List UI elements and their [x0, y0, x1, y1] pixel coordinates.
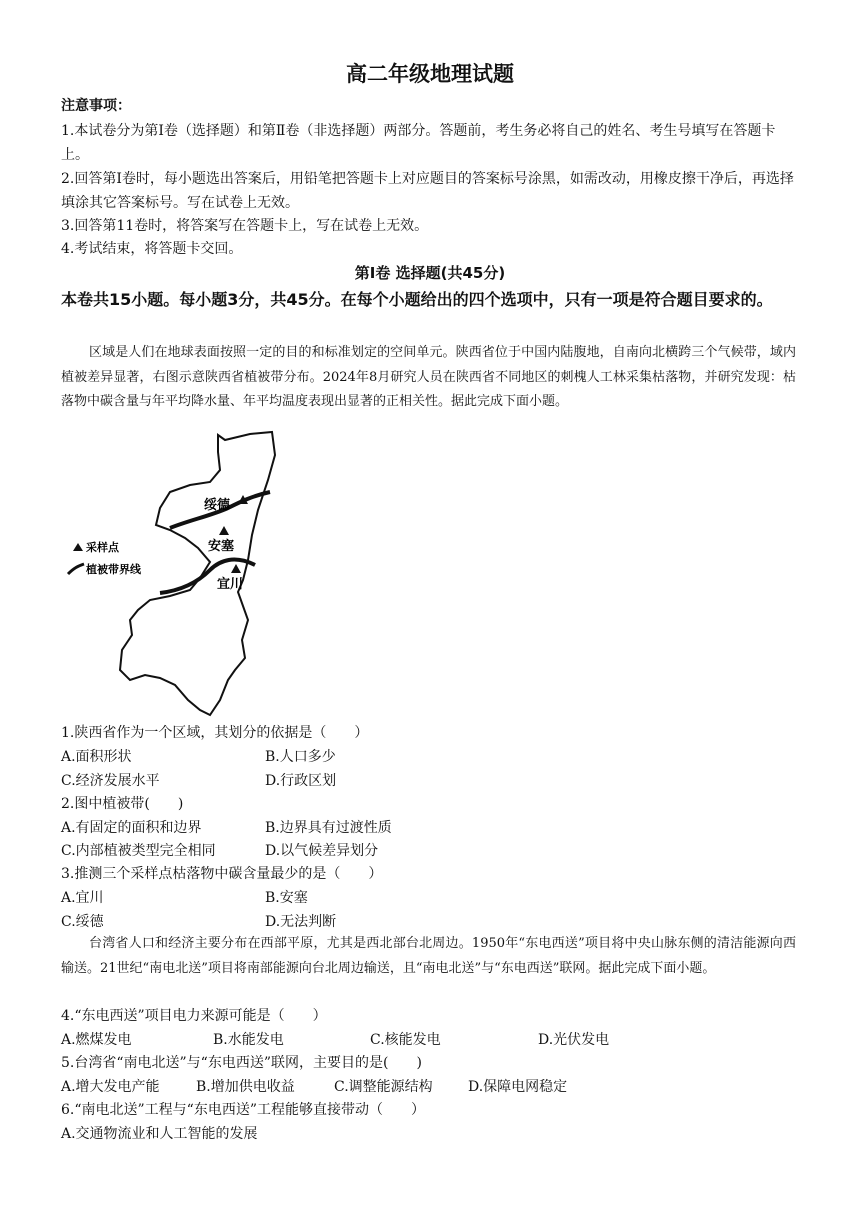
q5-option-a: A.增大发电产能 — [61, 1079, 160, 1095]
sample-point-yichuan — [231, 564, 241, 573]
q2-option-c: C.内部植被类型完全相同 — [61, 843, 216, 859]
q4-option-a: A.燃煤发电 — [61, 1032, 132, 1048]
q1-option-c: C.经济发展水平 — [61, 773, 160, 789]
q2-option-d: D.以气候差异划分 — [265, 843, 379, 859]
notice-item-1: 1.本试卷分为第Ⅰ卷（选择题）和第Ⅱ卷（非选择题）两部分。答题前，考生务必将自己的姓名、考生号填写在答题卡上。 — [61, 123, 776, 163]
notice-heading: 注意事项： — [61, 98, 131, 114]
q3-option-a: A.宜川 — [61, 890, 104, 906]
q6-stem: 6.“南电北送”工程与“东电西送”工程能够直接带动（ ） — [61, 1102, 425, 1118]
q4-option-c: C.核能发电 — [370, 1032, 441, 1048]
q2-option-a: A.有固定的面积和边界 — [61, 820, 202, 836]
q1-option-b: B.人口多少 — [265, 749, 336, 765]
q3-option-d: D.无法判断 — [265, 914, 337, 930]
q3-option-b: B.安塞 — [265, 890, 308, 906]
section-intro: 本卷共15小题。每小题3分，共45分。在每个小题给出的四个选项中，只有一项是符合题目要求的。 — [61, 290, 773, 309]
q5-stem: 5.台湾省“南电北送”与“东电西送”联网，主要目的是( ) — [61, 1055, 422, 1071]
map-svg — [60, 430, 300, 720]
q4-option-b: B.水能发电 — [213, 1032, 284, 1048]
q3-stem: 3.推测三个采样点枯落物中碳含量最少的是（ ） — [61, 866, 383, 882]
sample-point-ansai — [219, 526, 229, 535]
legend-triangle-icon — [73, 543, 83, 551]
notice-item-4: 4.考试结束，将答题卡交回。 — [61, 241, 243, 257]
label-yichuan: 宜川 — [217, 577, 244, 592]
notice-item-2: 2.回答第Ⅰ卷时，每小题选出答案后，用铅笔把答题卡上对应题目的答案标号涂黑，如需改动，用橡皮擦干净后，再选择填涂其它答案标号。写在试卷上无效。 — [61, 171, 794, 211]
shaanxi-vegetation-map — [60, 430, 300, 720]
legend-sample-label: 采样点 — [86, 541, 119, 554]
q2-stem: 2.图中植被带( ) — [61, 796, 184, 812]
legend-line-icon — [68, 564, 84, 574]
page-title: 高二年级地理试题 — [346, 62, 514, 86]
section-title: 第Ⅰ卷 选择题(共45分) — [354, 264, 506, 282]
label-ansai: 安塞 — [208, 539, 235, 554]
q6-option-a: A.交通物流业和人工智能的发展 — [61, 1126, 258, 1142]
q1-option-a: A.面积形状 — [61, 749, 132, 765]
notice-item-3: 3.回答第11卷时，将答案写在答题卡上，写在试卷上无效。 — [61, 218, 429, 234]
q3-option-c: C.绥德 — [61, 914, 104, 930]
q1-stem: 1.陕西省作为一个区域，其划分的依据是（ ） — [61, 725, 369, 741]
q2-option-b: B.边界具有过渡性质 — [265, 820, 392, 836]
province-outline — [120, 432, 275, 715]
label-suide: 绥德 — [204, 498, 231, 513]
passage-shaanxi: 区域是人们在地球表面按照一定的目的和标准划定的空间单元。陕西省位于中国内陆腹地，自南向北横跨三个气候带，域内植被差异显著，右图示意陕西省植被带分布。2024年8月研究人员在陕西省不同地区的刺槐人工林采集枯落物，并研究发现：枯落物中碳含量与年平均降水量、年平均温度表现出显著的正相关性。据此完成下面小题。 — [61, 345, 796, 409]
q4-stem: 4.“东电西送”项目电力来源可能是（ ） — [61, 1008, 327, 1024]
passage-taiwan: 台湾省人口和经济主要分布在西部平原，尤其是西北部台北周边。1950年“东电西送”项目将中央山脉东侧的清洁能源向西输送。21世纪“南电北送”项目将南部能源向台北周边输送，且“南电北送”与“东电西送”联网。据此完成下面小题。 — [61, 936, 796, 976]
q5-option-d: D.保障电网稳定 — [468, 1079, 568, 1095]
legend-boundary-label: 植被带界线 — [86, 563, 141, 576]
q4-option-d: D.光伏发电 — [538, 1032, 610, 1048]
q1-option-d: D.行政区划 — [265, 773, 337, 789]
q5-option-c: C.调整能源结构 — [334, 1079, 433, 1095]
q5-option-b: B.增加供电收益 — [196, 1079, 295, 1095]
